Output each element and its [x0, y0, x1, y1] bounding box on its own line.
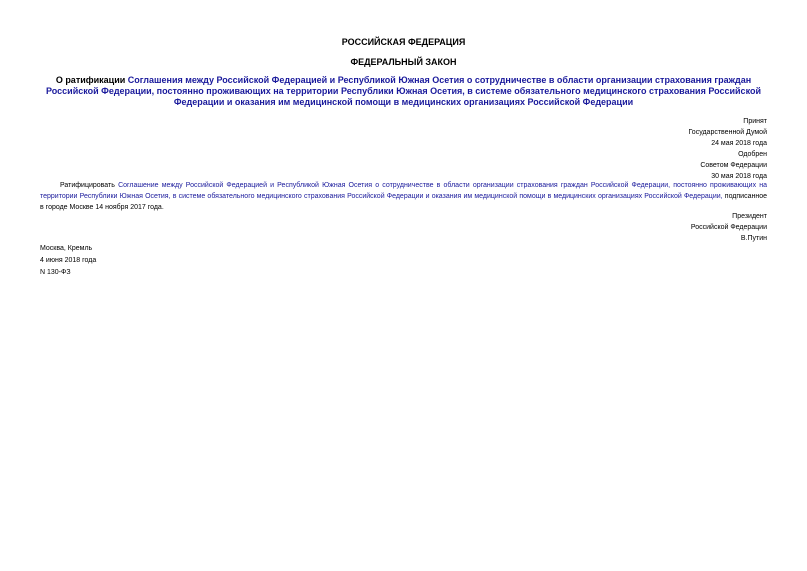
adoption-block — [688, 116, 767, 182]
country-heading: РОССИЙСКАЯ ФЕДЕРАЦИЯ — [341, 37, 466, 47]
law-type-heading: ФЕДЕРАЛЬНЫЙ ЗАКОН — [350, 57, 457, 67]
approved-label: Одобрен — [738, 151, 767, 158]
adopted-date: 24 мая 2018 года — [711, 140, 767, 147]
signature-name: В.Путин — [740, 235, 767, 242]
adopted-label: Принят — [743, 118, 767, 125]
signature-block — [691, 211, 767, 244]
agreement-title-link[interactable]: Соглашения между Российской Федерацией и Республикой Южная Осетия о сотрудничестве в области организации страхования граждан Российской Федерации, постоянно проживающих на территории Республики Южная Осетия, в системе обязательного медицинского страхования Российской Федерации и оказания им медицинской помощи в медицинских организациях Российской Федерации — [46, 75, 761, 107]
place-block — [40, 243, 96, 279]
approved-body: Советом Федерации — [700, 162, 767, 169]
place-city: Москва, Кремль — [40, 245, 93, 252]
signature-country: Российской Федерации — [690, 224, 767, 231]
place-date: 4 июня 2018 года — [40, 257, 97, 264]
adopted-body: Государственной Думой — [688, 129, 767, 136]
body-prefix: Ратифицировать — [60, 182, 119, 189]
signature-title: Президент — [732, 213, 767, 220]
agreement-body-link[interactable]: Соглашение между Российской Федерацией и Республикой Южная Осетия о сотрудничестве в области организации страхования граждан Российской Федерации, постоянно проживающих на территории Республики Южная Осетия, в системе обязательного медицинского страхования Российской Федерации и оказания им медицинской помощи в медицинских организациях Российской Федерации, — [40, 182, 767, 200]
law-number: N 130-ФЗ — [40, 269, 71, 276]
law-title — [40, 75, 767, 108]
title-prefix: О ратификации — [55, 75, 128, 85]
approved-date: 30 мая 2018 года — [711, 173, 767, 180]
body-suffix: подписанное в городе Москве 14 ноября 2017 года. — [40, 193, 767, 211]
law-body — [40, 180, 767, 213]
